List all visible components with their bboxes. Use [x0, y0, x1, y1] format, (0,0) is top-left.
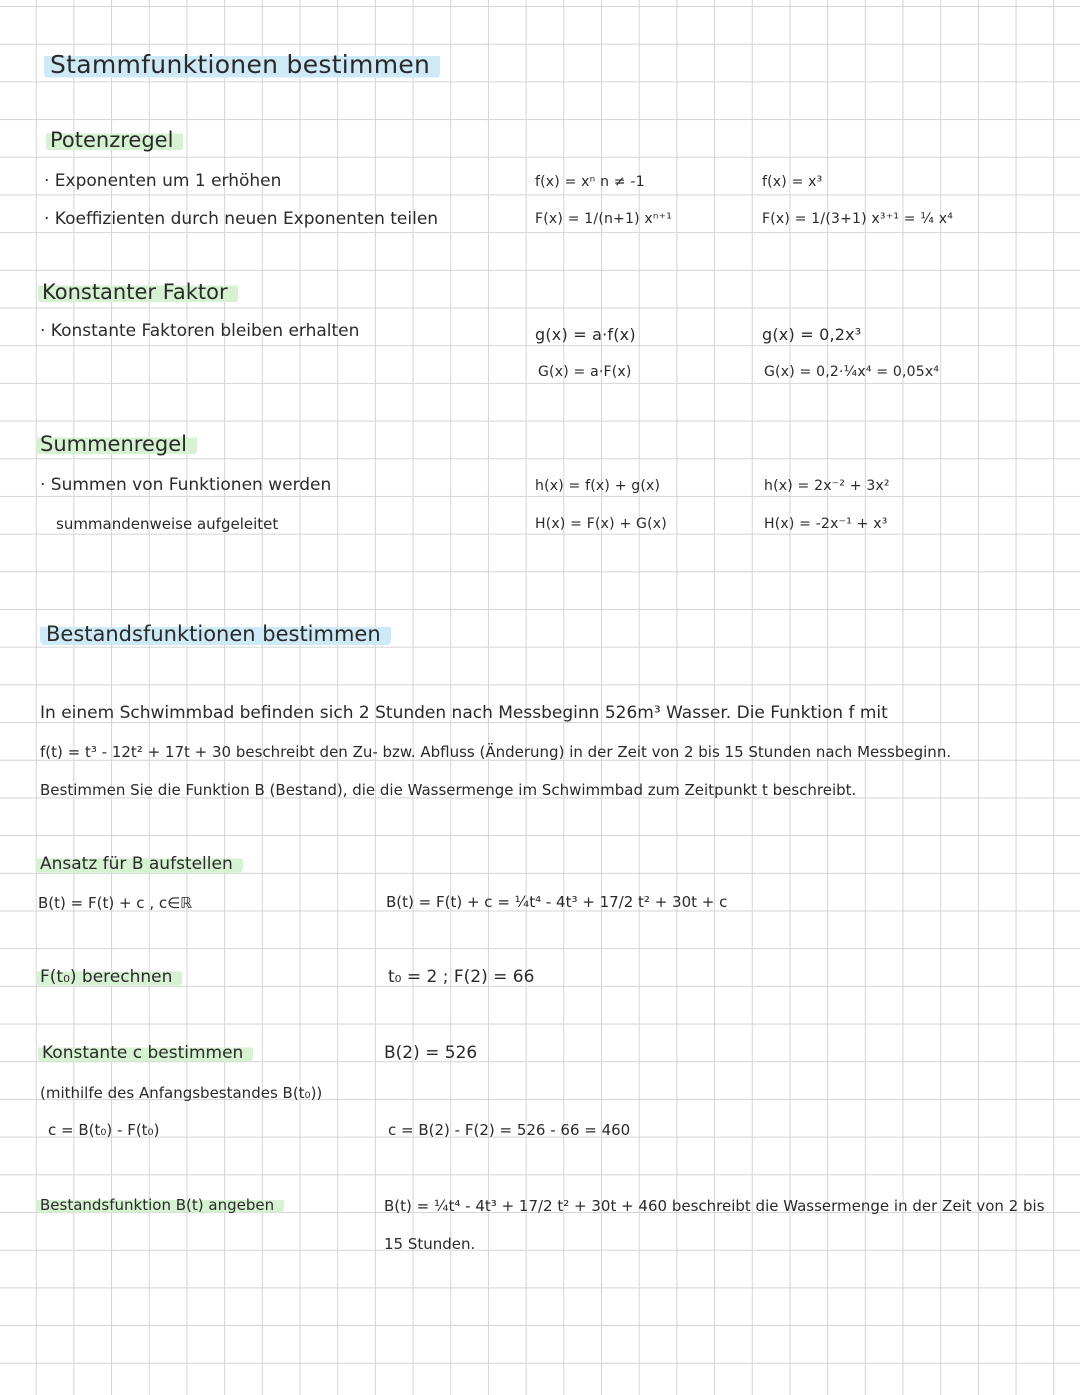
konstanter-faktor-rule-g: g(x) = a·f(x) [535, 325, 636, 344]
task-line-2: f(t) = t³ - 12t² + 17t + 30 beschreibt den Zu- bzw. Abfluss (Änderung) in der Zeit von 2 bis 15 Stunden nach Messbeginn. [40, 743, 952, 761]
step4-right-2: 15 Stunden. [384, 1235, 476, 1253]
potenzregel-rule-F: F(x) = 1/(n+1) xⁿ⁺¹ [535, 211, 673, 227]
page-title: Stammfunktionen bestimmen [44, 50, 440, 79]
potenzregel-rule-f: f(x) = xⁿ n ≠ -1 [535, 174, 645, 190]
step3-subtext: (mithilfe des Anfangsbestandes B(t₀)) [40, 1084, 323, 1102]
summenregel-rule-h: h(x) = f(x) + g(x) [535, 478, 661, 494]
step3-formula: c = B(t₀) - F(t₀) [48, 1121, 160, 1139]
konstanter-faktor-example-g: g(x) = 0,2x³ [762, 325, 862, 344]
konstanter-faktor-bullet-1: · Konstante Faktoren bleiben erhalten [40, 321, 360, 341]
task-line-1: In einem Schwimmbad befinden sich 2 Stunden nach Messbeginn 526m³ Wasser. Die Funktion f mit [40, 703, 888, 723]
summenregel-bullet-1-continued: summandenweise aufgeleitet [56, 515, 279, 533]
potenzregel-heading: Potenzregel [46, 128, 183, 152]
summenregel-example-H: H(x) = -2x⁻¹ + x³ [764, 516, 888, 532]
summenregel-heading: Summenregel [36, 432, 197, 456]
step1-left-formula: B(t) = F(t) + c , c∈ℝ [38, 894, 193, 912]
konstanter-faktor-heading: Konstanter Faktor [38, 280, 238, 304]
step3-heading: Konstante c bestimmen [38, 1043, 253, 1063]
step4-right-1: B(t) = ¼t⁴ - 4t³ + 17/2 t² + 30t + 460 beschreibt die Wassermenge in der Zeit von 2 bis [384, 1197, 1045, 1215]
summenregel-rule-H: H(x) = F(x) + G(x) [535, 516, 667, 532]
potenzregel-example-f: f(x) = x³ [762, 174, 823, 190]
konstanter-faktor-rule-G: G(x) = a·F(x) [538, 364, 632, 380]
potenzregel-example-F: F(x) = 1/(3+1) x³⁺¹ = ¼ x⁴ [762, 211, 954, 227]
bestand-title: Bestandsfunktionen bestimmen [40, 622, 391, 646]
konstanter-faktor-example-G: G(x) = 0,2·¼x⁴ = 0,05x⁴ [764, 364, 940, 380]
step1-right-formula: B(t) = F(t) + c = ¼t⁴ - 4t³ + 17/2 t² + 30t + c [386, 893, 728, 911]
task-line-3: Bestimmen Sie die Funktion B (Bestand), die die Wassermenge im Schwimmbad zum Zeitpunkt t beschreibt. [40, 781, 857, 799]
step1-heading: Ansatz für B aufstellen [36, 854, 243, 874]
potenzregel-bullet-2: · Koeffizienten durch neuen Exponenten teilen [44, 209, 439, 229]
step2-heading: F(t₀) berechnen [36, 967, 182, 987]
summenregel-example-h: h(x) = 2x⁻² + 3x² [764, 478, 890, 494]
potenzregel-bullet-1: · Exponenten um 1 erhöhen [44, 171, 282, 191]
step4-heading: Bestandsfunktion B(t) angeben [36, 1196, 284, 1214]
summenregel-bullet-1: · Summen von Funktionen werden [40, 475, 332, 495]
step3-right-1: B(2) = 526 [384, 1043, 478, 1063]
step2-right-formula: t₀ = 2 ; F(2) = 66 [388, 967, 535, 987]
step3-right-2: c = B(2) - F(2) = 526 - 66 = 460 [388, 1121, 631, 1139]
